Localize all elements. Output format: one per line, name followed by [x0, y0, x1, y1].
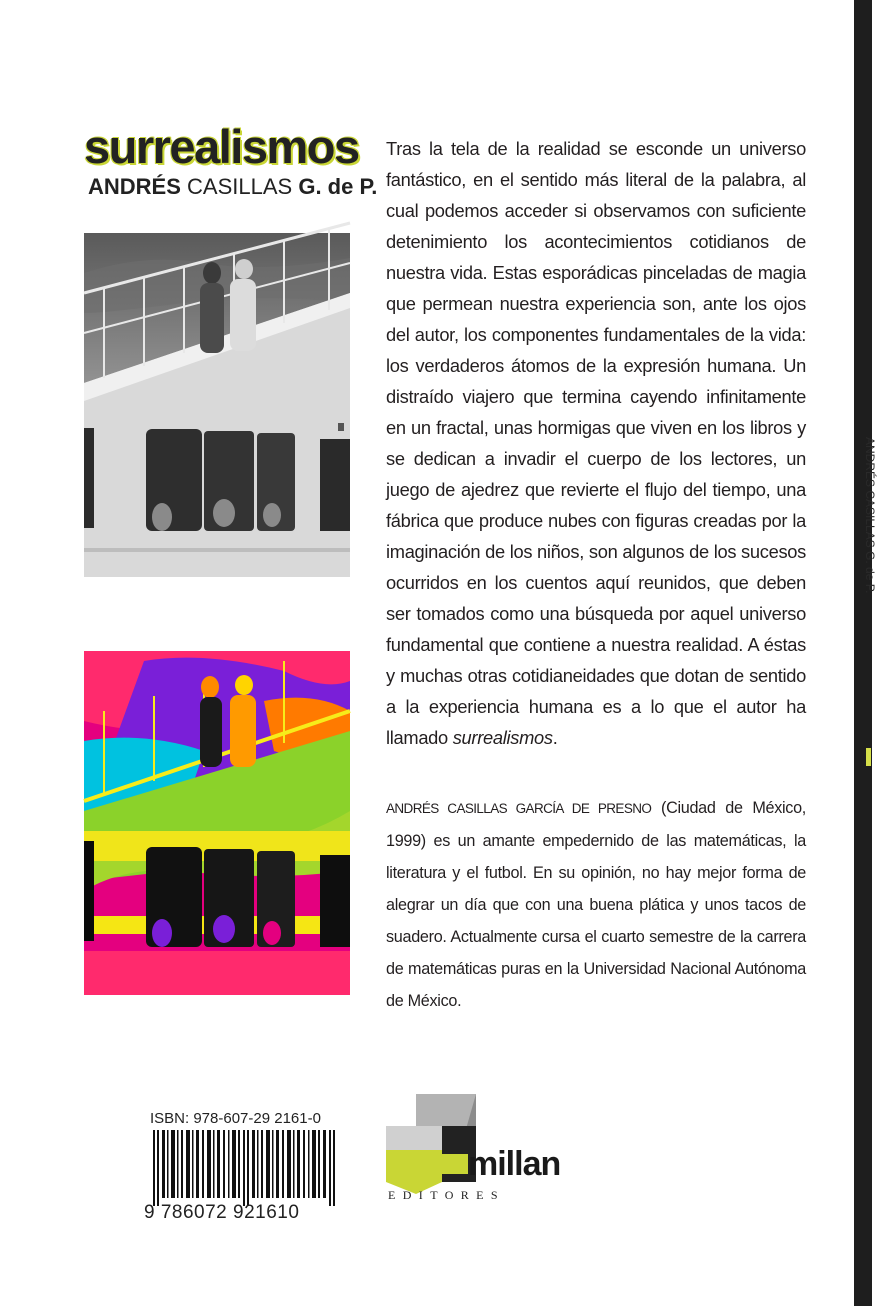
synopsis-main: Tras la tela de la realidad se esconde un universo fantástico, en el sentido más literal de la palabra, al cual podemos acceder si observamos con suficiente detenimiento los acontecimientos cotidianos de nuestra vida. Estas esporádicas pinceladas de magia que permean nuestra experiencia son, ante los ojos del autor, los componentes fundamentales de la vida: los verdaderos átomos de la expresión humana. Un distraído viajero que termina cayendo infinitamente en un fractal, unas hormigas que viven en los libros y se dedican a invadir el cuerpo de los lectores, un juego de ajedrez que revierte el flujo del tiempo, una fábrica que produce nubes con figuras creadas por la imaginación de los niños, son algunos de los sucesos ocurridos en los cuentos aquí reunidos, que deben ser tomados como una búsqueda por aquel universo fundamental que contiene a nuestra realidad. A éstas y muchas otras cotidianeidades que dotan de sentido a la experiencia humana es a lo que el autor ha llamado [386, 138, 806, 748]
cover-photo-grayscale [84, 233, 350, 577]
spine-accent-mark [866, 748, 871, 766]
synopsis-end: . [552, 727, 558, 748]
book-author [88, 174, 378, 200]
barcode [153, 1130, 338, 1206]
synopsis-italic-word: surrealismos [452, 727, 553, 748]
bio-text: (Ciudad de México, 1999) es un amante empedernido de las matemáticas, la literatura y el futbol. En su opinión, no hay mejor forma de alegrar un día que con una buena plática y unos tacos de suadero. Actualmente cursa el cuarto semestre de la carrera de matemáticas puras en la Universidad Nacional Autónoma de México. [386, 799, 806, 1010]
author-last-name: CASILLAS [187, 174, 293, 199]
cover-photo-popart [84, 651, 350, 995]
synopsis-text [386, 133, 806, 753]
bio-author-name: ANDRÉS CASILLAS GARCÍA DE PRESNO [386, 801, 652, 816]
author-suffix: G. de P. [298, 174, 378, 199]
barcode-digits: 9 786072 921610 [144, 1202, 300, 1223]
spine-author-text [860, 437, 877, 740]
author-bio [386, 792, 806, 1017]
publisher-subtitle: EDITORES [388, 1188, 505, 1202]
spine-author-label: ANDRÉS CASILLAS G. de P. [863, 437, 877, 594]
book-title: surrealismos [84, 120, 359, 173]
author-first-name: ANDRÉS [88, 174, 181, 199]
isbn-label: ISBN: 978-607-29 2161-0 [150, 1110, 321, 1127]
publisher-name: millan [468, 1145, 561, 1183]
